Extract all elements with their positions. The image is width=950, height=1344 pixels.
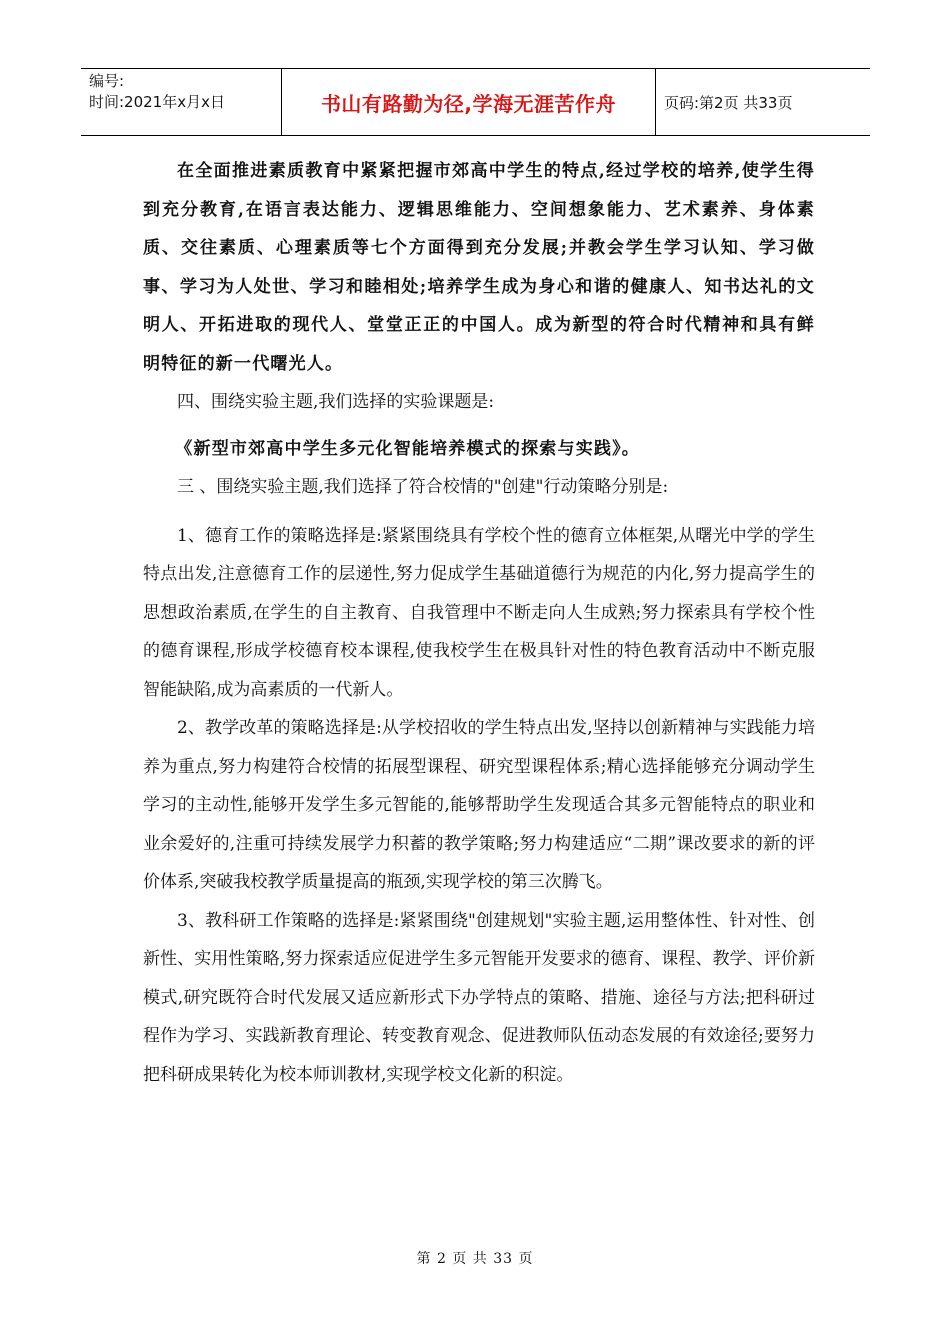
paragraph-section-four-heading: 四、围绕实验主题,我们选择的实验课题是:	[177, 392, 495, 412]
header-page-info: 页码:第2页 共33页	[664, 93, 793, 112]
header-meta-cell	[81, 69, 282, 135]
header-page-cell	[656, 69, 870, 135]
paragraph-section-three-heading: 三 、围绕实验主题,我们选择了符合校情的"创建"行动策略分别是:	[177, 477, 669, 497]
header-motto: 书山有路勤为径,学海无涯苦作舟	[320, 91, 617, 116]
document-date-label: 时间:2021年x月x日	[89, 93, 225, 111]
document-header	[81, 68, 870, 136]
document-number-label: 编号:	[89, 72, 125, 90]
paragraph-research-work-strategy: 3、教科研工作策略的选择是:紧紧围绕"创建规划"实验主题,运用整体性、针对性、创新性、实用性策略,努力探索适应促进学生多元智能开发要求的德育、课程、教学、评价新模式,研究既符合时代发展又适应新形式下办学特点的策略、措施、途径与方法;把科研过程作为学习、实践新教育理论、转变教育观念、促进教师队伍动态发展的有效途径;要努力把科研成果转化为校本师训教材,实现学校文化新的积淀。	[143, 910, 815, 1085]
header-motto-cell	[282, 69, 656, 135]
paragraph-education-goals: 在全面推进素质教育中紧紧把握市郊高中学生的特点,经过学校的培养,使学生得到充分教育,在语言表达能力、逻辑思维能力、空间想象能力、艺术素养、身体素质、交往素质、心理素质等七个方面得到充分发展;并教会学生学习认知、学习做事、学习为人处世、学习和睦相处;培养学生成为身心和谐的健康人、知书达礼的文明人、开拓进取的现代人、堂堂正正的中国人。成为新型的符合时代精神和具有鲜明特征的新一代曙光人。	[143, 161, 815, 374]
paragraph-research-topic: 《新型市郊高中学生多元化智能培养模式的探索与实践》。	[175, 438, 640, 459]
paragraph-moral-education-strategy: 1、德育工作的策略选择是:紧紧围绕具有学校个性的德育立体框架,从曙光中学的学生特点出发,注意德育工作的层递性,努力促成学生基础道德行为规范的内化,努力提高学生的思想政治素质,在学生的自主教育、自我管理中不断走向人生成熟;努力探索具有学校个性的德育课程,形成学校德育校本课程,使我校学生在极具针对性的特色教育活动中不断克服智能缺陷,成为高素质的一代新人。	[143, 525, 815, 700]
document-body	[143, 152, 815, 1094]
page-footer: 第 2 页 共 33 页	[416, 1251, 534, 1267]
paragraph-teaching-reform-strategy: 2、教学改革的策略选择是:从学校招收的学生特点出发,坚持以创新精神与实践能力培养为重点,努力构建符合校情的拓展型课程、研究型课程体系;精心选择能够充分调动学生学习的主动性,能够开发学生多元智能的,能够帮助学生发现适合其多元智能特点的职业和业余爱好的,注重可持续发展学力积蓄的教学策略;努力构建适应“二期”课改要求的新的评价体系,突破我校教学质量提高的瓶颈,实现学校的第三次腾飞。	[143, 718, 815, 892]
